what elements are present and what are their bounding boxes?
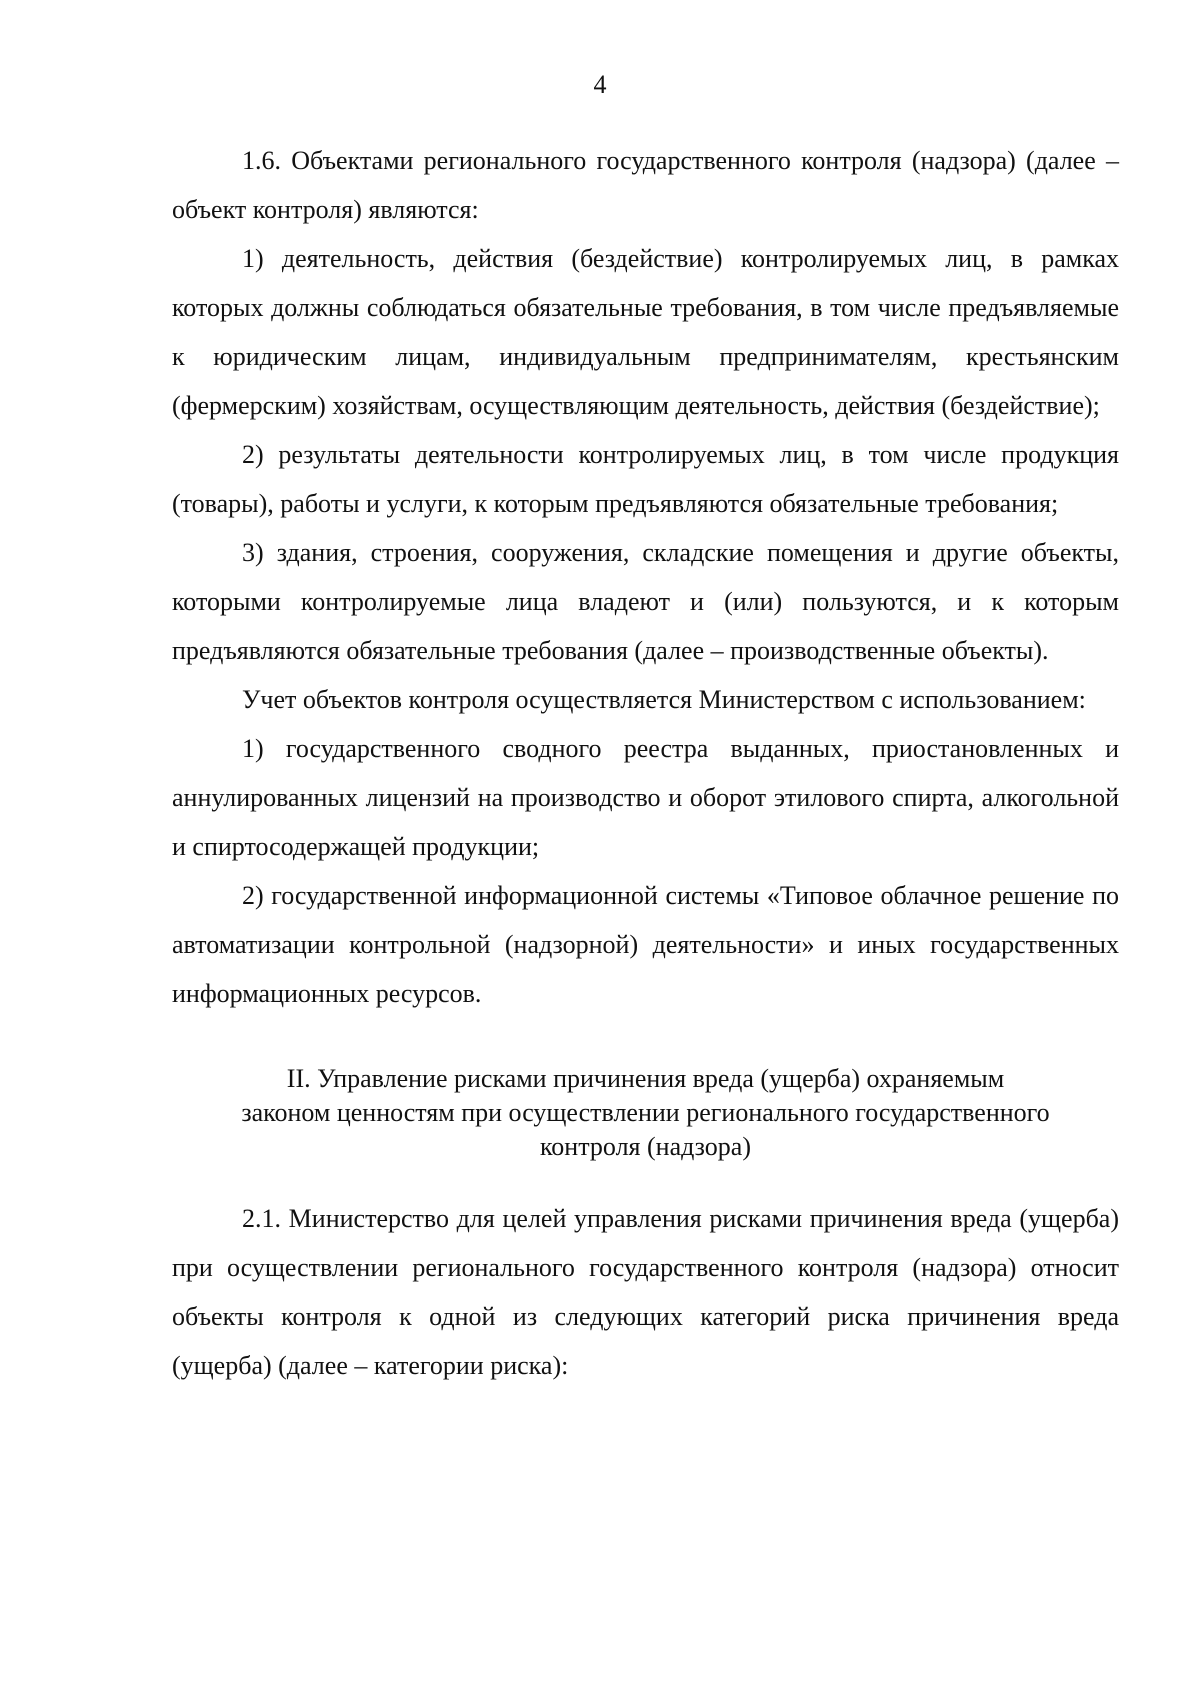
paragraph-1-6: 1.6. Объектами регионального государственного контроля (надзора) (далее – объект контроля) являются: [172,146,1119,224]
page-number: 4 [593,70,607,99]
list-item-activity: 1) деятельность, действия (бездействие) контролируемых лиц, в рамках которых должны соблюдаться обязательные требования, в том числе предъявляемые к юридическим лицам, индивидуальным предпринимателям, крестьянским (фермерским) хозяйствам, осуществляющим деятельность, действия (бездействие); [172,244,1119,420]
section-heading-line: законом ценностям при осуществлении регионального государственного [241,1098,1050,1127]
paragraph-accounting: Учет объектов контроля осуществляется Министерством с использованием: [242,685,1086,714]
section-heading [172,1062,1119,1164]
paragraph-2-1: 2.1. Министерство для целей управления рисками причинения вреда (ущерба) при осуществлении регионального государственного контроля (надзора) относит объекты контроля к одной из следующих категорий риска причинения вреда (ущерба) (далее – категории риска): [172,1204,1119,1380]
section-heading-line: II. Управление рисками причинения вреда (ущерба) охраняемым [286,1064,1005,1093]
list-item-registry: 1) государственного сводного реестра выданных, приостановленных и аннулированных лицензий на производство и оборот этилового спирта, алкогольной и спиртосодержащей продукции; [172,734,1119,861]
document-body [172,136,1119,1390]
section-heading-line: контроля (надзора) [540,1132,751,1161]
list-item-information-system: 2) государственной информационной системы «Типовое облачное решение по автоматизации контрольной (надзорной) деятельности» и иных государственных информационных ресурсов. [172,881,1119,1008]
list-item-buildings: 3) здания, строения, сооружения, складские помещения и другие объекты, которыми контролируемые лица владеют и (или) пользуются, и к которым предъявляются обязательные требования (далее – производственные объекты). [172,538,1119,665]
list-item-results: 2) результаты деятельности контролируемых лиц, в том числе продукция (товары), работы и услуги, к которым предъявляются обязательные требования; [172,440,1119,518]
